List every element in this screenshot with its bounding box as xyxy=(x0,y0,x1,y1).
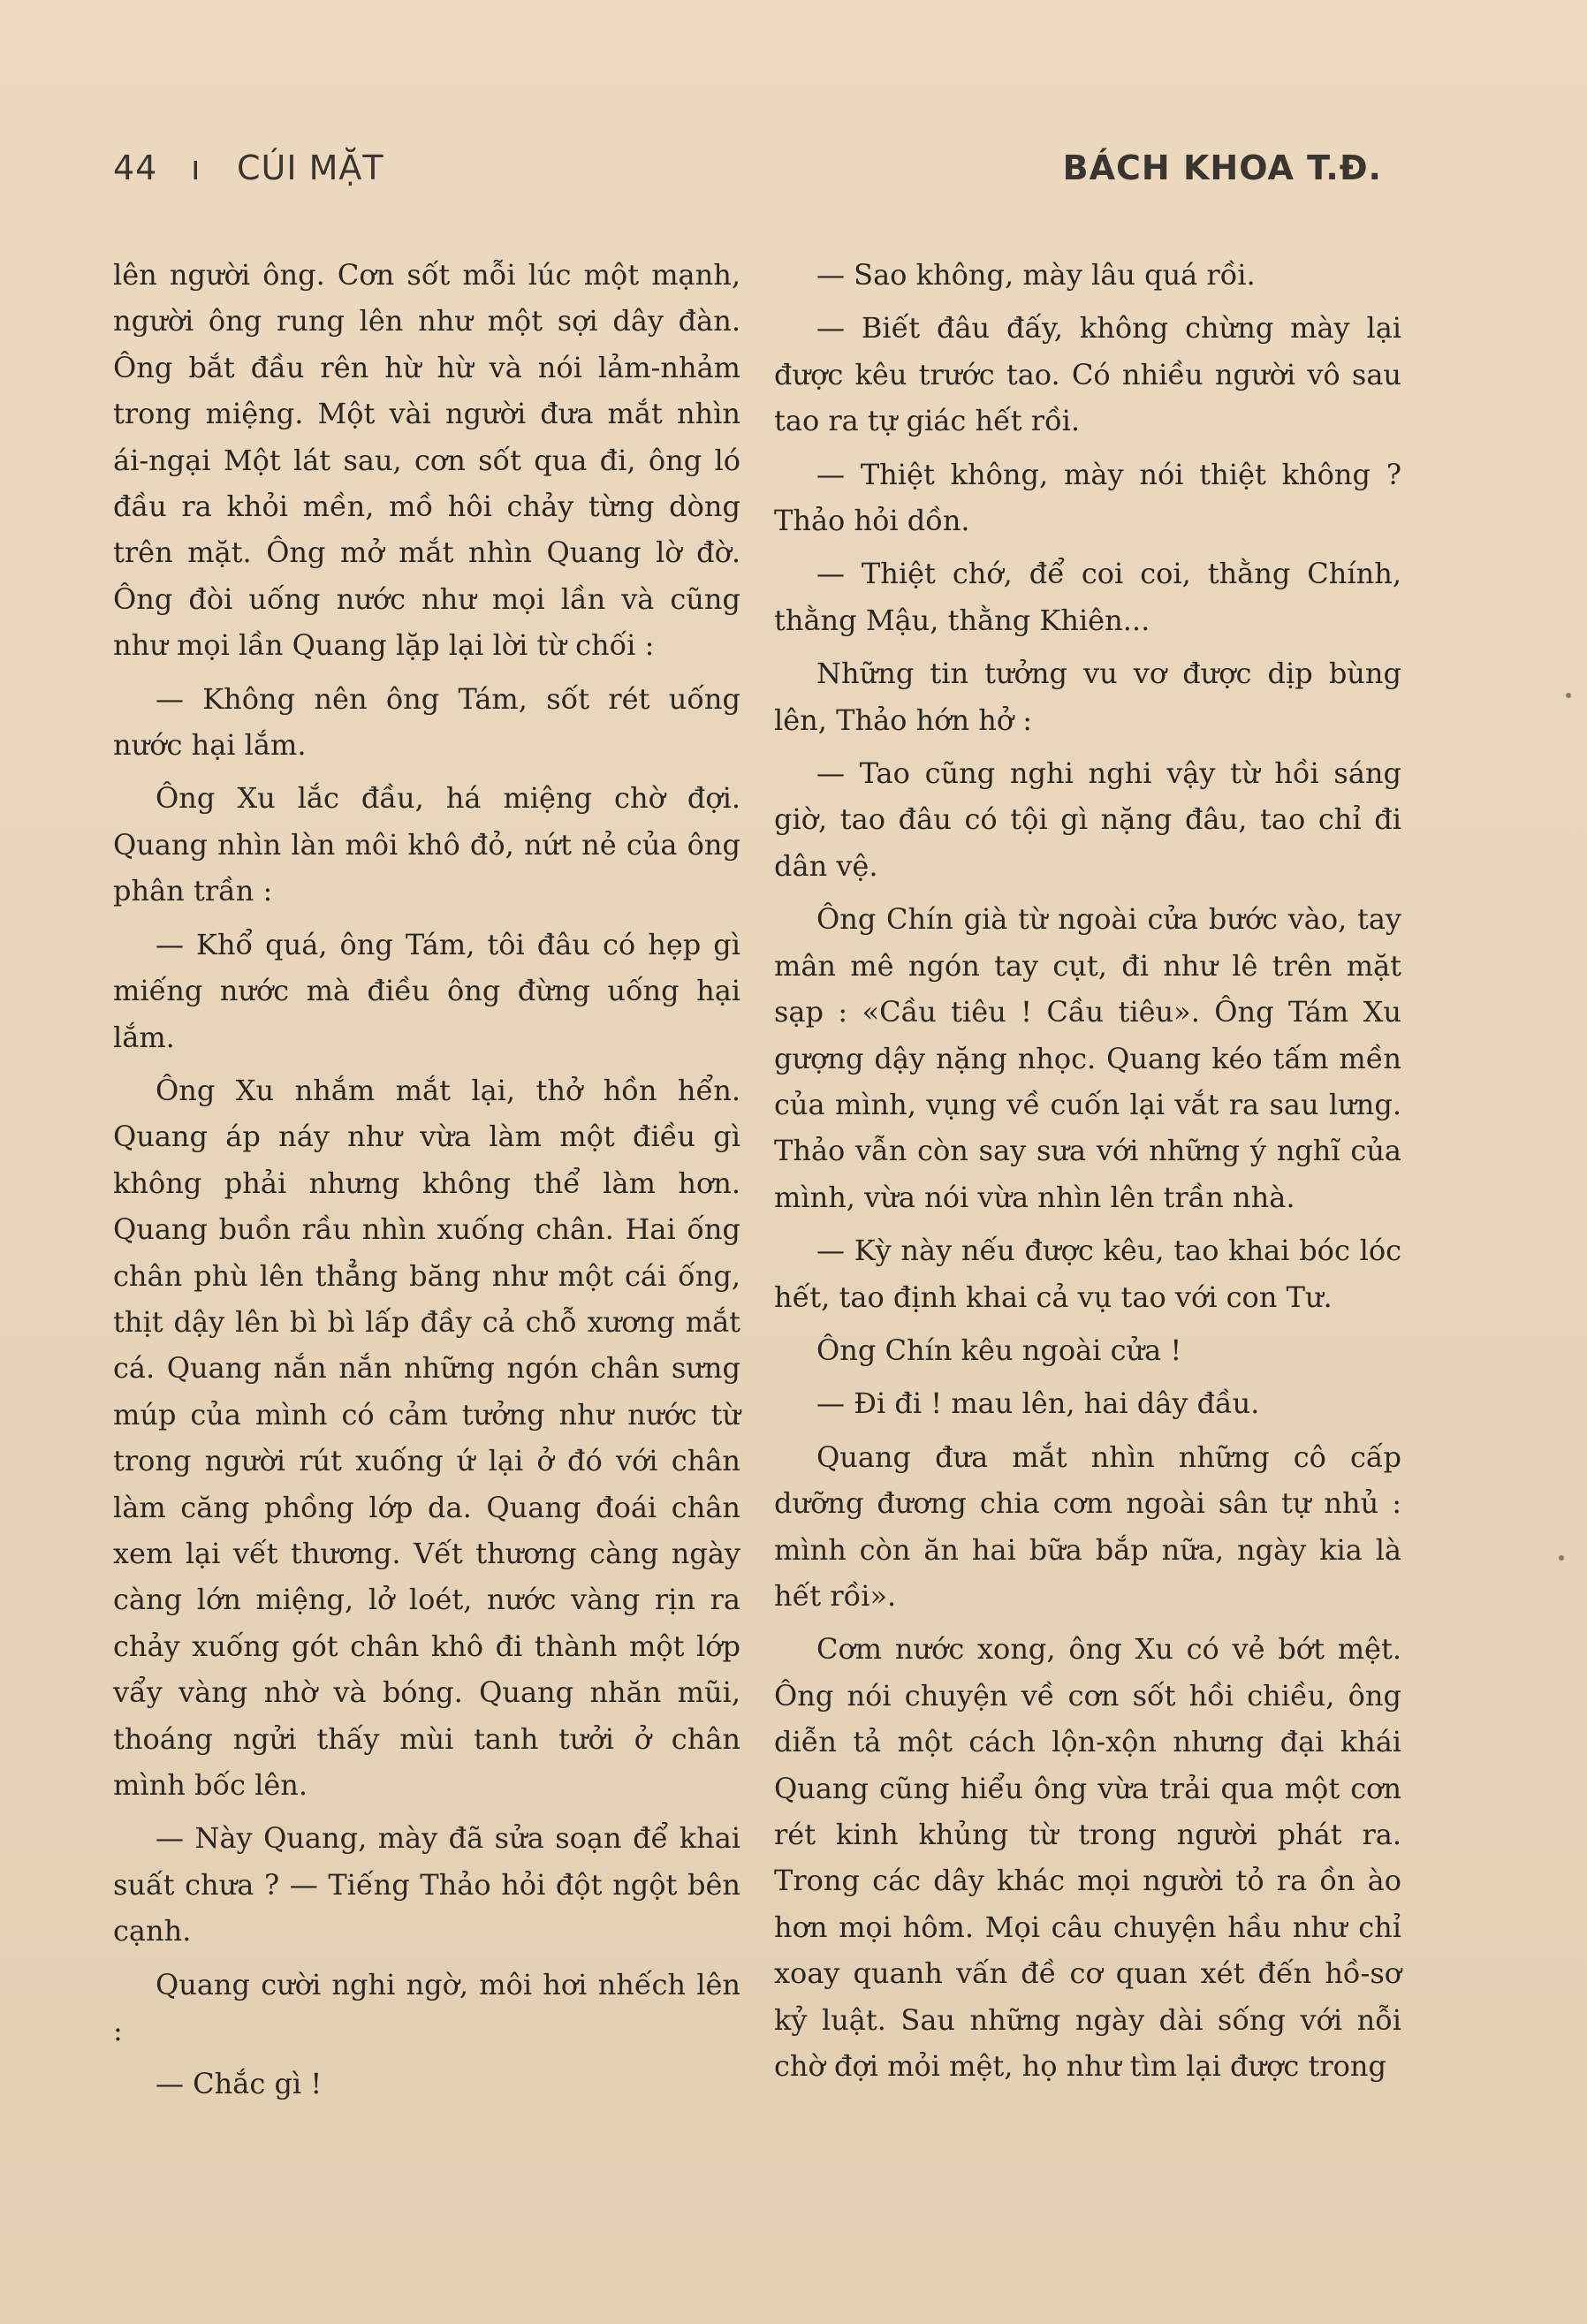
paragraph: — Biết đâu đấy, không chừng mày lại được kêu trước tao. Có nhiều người vô sau tao ra tự giác hết rồi. xyxy=(774,311,1401,438)
paragraph: — Thiệt chớ, để coi coi, thằng Chính, thằng Mậu, thằng Khiên... xyxy=(774,557,1401,637)
magazine-name: BÁCH KHOA T.Đ. xyxy=(1062,148,1382,187)
paragraph: — Thiệt không, mày nói thiệt không ? Thảo hỏi dồn. xyxy=(774,457,1401,538)
article-title: CÚI MẶT xyxy=(237,148,384,187)
paragraph: Ông Chín già từ ngoài cửa bước vào, tay mân mê ngón tay cụt, đi như lê trên mặt sạp : «Cầu tiêu ! Cầu tiêu». Ông Tám Xu gượng dậy nặng nhọc. Quang kéo tấm mền của mình, vụng về cuốn lại vắt ra sau lưng. Thảo vẫn còn say sưa với những ý nghĩ của mình, vừa nói vừa nhìn lên trần nhà. xyxy=(774,902,1401,1214)
page-number: 44 xyxy=(113,148,158,187)
paragraph: Những tin tưởng vu vơ được dịp bùng lên, Thảo hớn hở : xyxy=(774,657,1401,737)
header-separator: ı xyxy=(191,148,201,187)
paragraph: — Kỳ này nếu được kêu, tao khai bóc lóc hết, tao định khai cả vụ tao với con Tư. xyxy=(774,1234,1401,1314)
paragraph: — Không nên ông Tám, sốt rét uống nước hại lắm. xyxy=(113,681,740,763)
margin-speck xyxy=(1559,1555,1564,1561)
paragraph: lên người ông. Cơn sốt mỗi lúc một mạnh, người ông rung lên như một sợi dây đàn. Ông bắt đầu rên hừ hừ và nói lảm-nhảm trong miệng. Một vài người đưa mắt nhìn ái-ngại Một lát sau, cơn sốt qua đi, ông ló đầu ra khỏi mền, mồ hôi chảy từng dòng trên mặt. Ông mở mắt nhìn Quang lờ đờ. Ông đòi uống nước như mọi lần và cũng như mọi lần Quang lặp lại lời từ chối : xyxy=(113,258,740,663)
paragraph: — Này Quang, mày đã sửa soạn để khai suất chưa ? — Tiếng Thảo hỏi đột ngột bên cạnh. xyxy=(113,1821,740,1948)
paragraph: — Đi đi ! mau lên, hai dây đầu. xyxy=(816,1386,1260,1421)
paragraph: Ông Xu nhắm mắt lại, thở hồn hển. Quang áp náy như vừa làm một điều gì không phải nhưng không thể làm hơn. Quang buồn rầu nhìn xuống chân. Hai ống chân phù lên thẳng băng như một cái ống, thịt dậy lên bì bì lấp đầy cả chỗ xương mắt cá. Quang nắn nắn những ngón chân sưng múp của mình có cảm tưởng như nước từ trong người rút xuống ứ lại ở đó với chân làm căng phồng lớp da. Quang đoái chân xem lại vết thương. Vết thương càng ngày càng lớn miệng, lở loét, nước vàng rịn ra chảy xuống gót chân khô đi thành một lớp vẩy vàng nhờ và bóng. Quang nhăn mũi, thoáng ngửi thấy mùi tanh tưởi ở chân mình bốc lên. xyxy=(113,1073,740,1802)
paragraph: — Sao không, mày lâu quá rồi. xyxy=(816,258,1256,292)
paragraph: — Tao cũng nghi nghi vậy từ hồi sáng giờ, tao đâu có tội gì nặng đâu, tao chỉ đi dân vệ. xyxy=(774,756,1401,883)
page-header xyxy=(113,148,1382,201)
paragraph: Quang đưa mắt nhìn những cô cấp dưỡng đương chia cơm ngoài sân tự nhủ : mình còn ăn hai bữa bắp nữa, ngày kia là hết rồi». xyxy=(774,1439,1401,1613)
right-column xyxy=(774,252,1401,2089)
paragraph: Cơm nước xong, ông Xu có vẻ bớt mệt. Ông nói chuyện về cơn sốt hồi chiều, ông diễn tả một cách lộn-xộn nhưng đại khái Quang cũng hiểu ông vừa trải qua một cơn rét kinh khủng từ trong người phát ra. Trong các dây khác mọi người tỏ ra ồn ào hơn mọi hôm. Mọi câu chuyện hầu như chỉ xoay quanh vấn đề cơ quan xét đến hồ-sơ kỷ luật. Sau những ngày dài sống với nỗi chờ đợi mỏi mệt, họ như tìm lại được trong xyxy=(774,1632,1401,2084)
paragraph: Ông Xu lắc đầu, há miệng chờ đợi. Quang nhìn làn môi khô đỏ, nứt nẻ của ông phân trần : xyxy=(113,781,740,908)
paragraph: Ông Chín kêu ngoài cửa ! xyxy=(816,1333,1182,1367)
left-column xyxy=(113,252,740,2108)
paragraph: — Khổ quá, ông Tám, tôi đâu có hẹp gì miếng nước mà điều ông đừng uống hại lắm. xyxy=(113,927,740,1054)
margin-speck xyxy=(1566,693,1571,698)
paragraph: Quang cười nghi ngờ, môi hơi nhếch lên : xyxy=(113,1967,740,2048)
paragraph: — Chắc gì ! xyxy=(156,2067,323,2101)
